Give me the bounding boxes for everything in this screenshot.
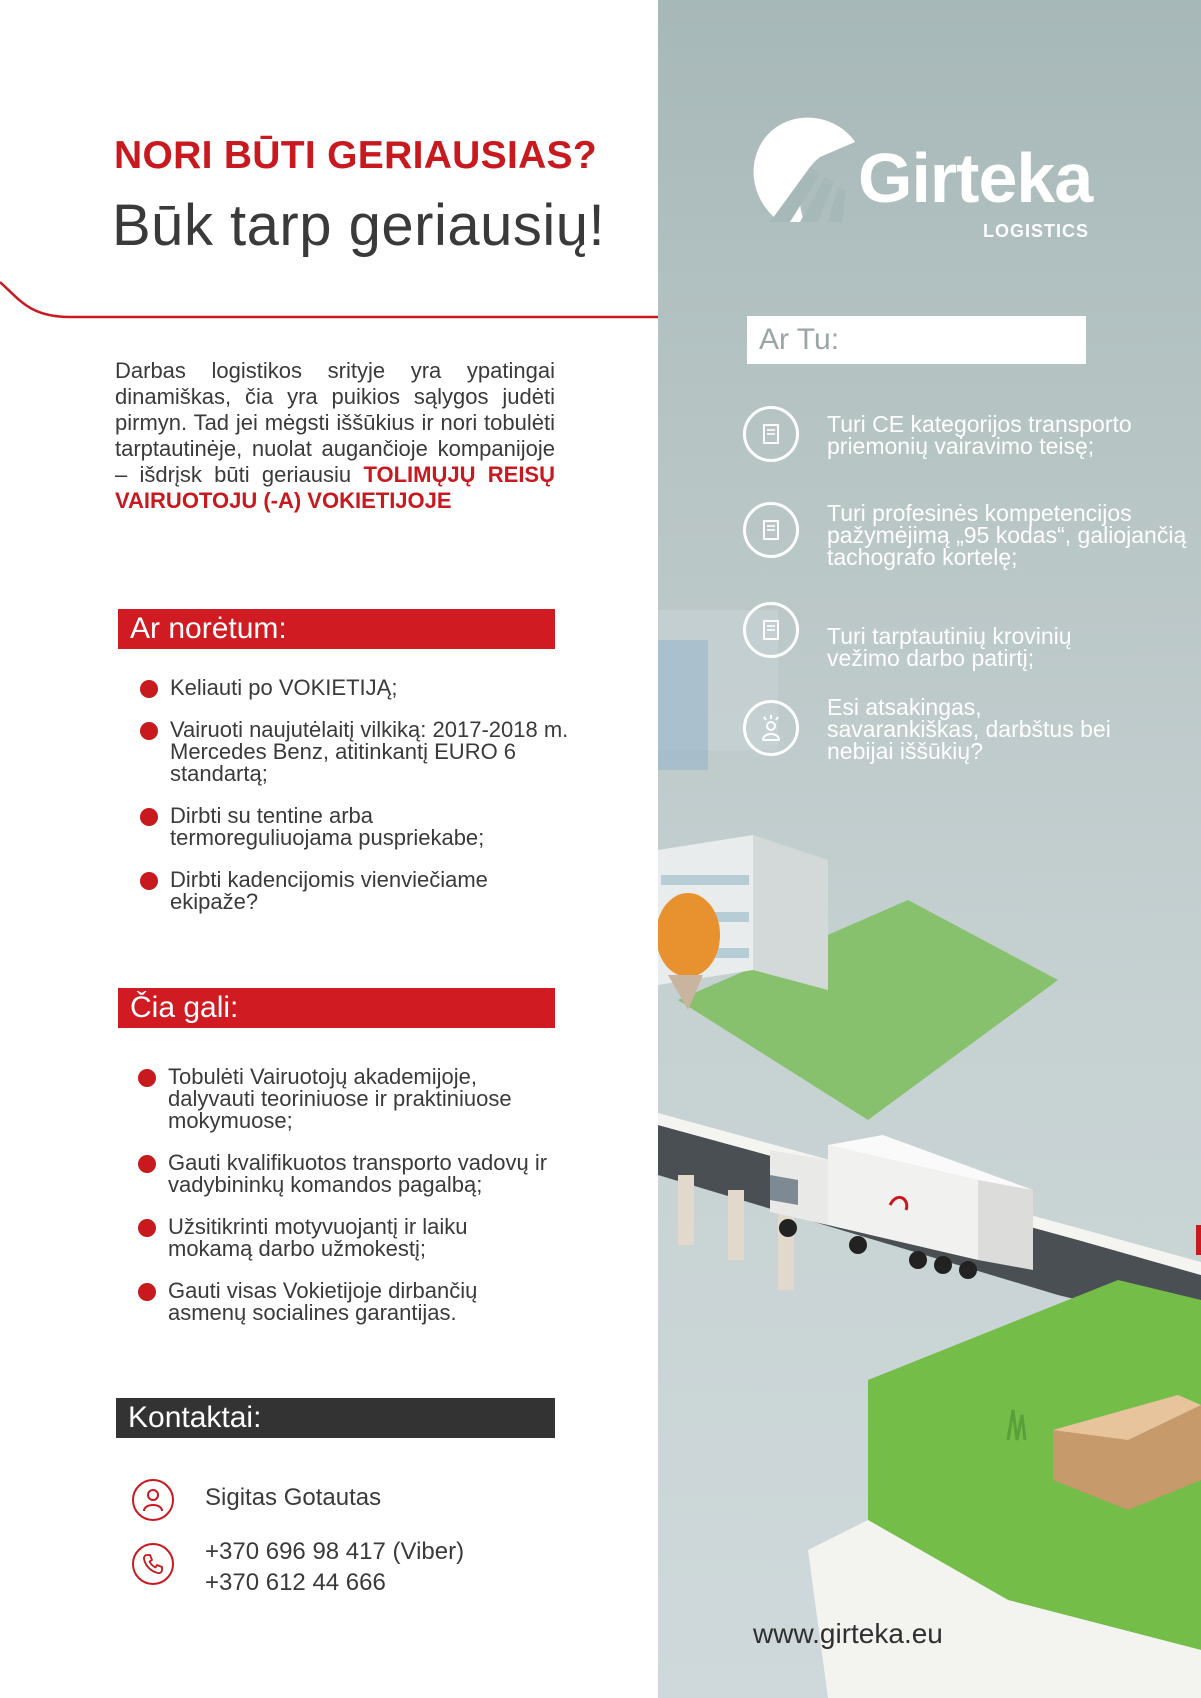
list-item-text: Keliauti po VOKIETIJĄ; [170,675,398,700]
contacts-header: Kontaktai: [116,1398,555,1438]
here-you-can-header: Čia gali: [118,988,555,1028]
bullet-dot [138,1283,156,1301]
brand-sub: LOGISTICS [983,221,1090,241]
list-item [138,1152,558,1196]
phone-icon[interactable] [132,1543,174,1585]
contact-name: Sigitas Gotautas [205,1484,382,1511]
intro-highlight: TOLIMŲJŲ REISŲ VAIRUOTOJU (-A) VOKIETIJOJE [115,462,555,513]
contact-person-row [132,1479,174,1521]
requirement-text: Esi atsakingas, savarankiškas, darbštus bei nebijai iššūkių? [827,694,1111,764]
requirement-text: Turi tarptautinių krovinių vežimo darbo patirtį; [827,623,1072,671]
brand-name: Girteka [858,139,1093,217]
would-you-list [140,677,570,933]
list-item [140,805,550,849]
list-item [140,719,570,785]
list-item-text: Dirbti su tentine arba termoreguliuojama puspriekabe; [170,803,485,850]
bullet-dot [138,1069,156,1087]
intro-text: Darbas logistikos srityje yra ypatingai dinamiškas, čia yra puikios sąlygos judėti pirmyn. Tad jei mėgsti iššūkius ir nori tobulėti tarptautinėje, nuolat augančioje kompanijoje – išdrįsk būti geriausiu [115,358,555,487]
list-item-text: Gauti kvalifikuotos transporto vadovų ir vadybininkų komandos pagalbą; [168,1150,548,1197]
list-item-text: Vairuoti naujutėlaitį vilkiką: 2017-2018 m. Mercedes Benz, atitinkantį EURO 6 standartą; [170,717,569,786]
intro-paragraph [115,358,555,514]
list-item-text: Dirbti kadencijomis vienviečiame ekipaže? [170,867,488,914]
requirement-text: Turi CE kategorijos transporto priemonių vairavimo teisę; [827,411,1132,459]
bullet-dot [140,680,158,698]
list-item [138,1066,538,1132]
would-you-header: Ar norėtum: [118,609,555,649]
contact-phone-1[interactable]: +370 696 98 417 (Viber) [205,1538,465,1565]
illustration-scene [658,0,1201,1698]
contact-phone-2[interactable]: +370 612 44 666 [205,1569,386,1596]
here-you-can-list [138,1066,568,1344]
requirement-text: Turi profesinės kompetencijos pažymėjimą „95 kodas“, galiojančią tachografo kortelę; [827,500,1187,570]
person-icon [132,1479,174,1521]
contact-phone-row [132,1543,174,1585]
idea-person-icon [743,700,799,756]
list-item-text: Užsitikrinti motyvuojantį ir laiku mokamą darbo užmokestį; [168,1214,468,1261]
list-item [138,1280,548,1324]
document-icon [743,502,799,558]
girteka-logo-icon [750,112,870,222]
list-item-text: Tobulėti Vairuotojų akademijoje, dalyvauti teoriniuose ir praktiniuose mokymuose; [168,1064,512,1133]
website-link[interactable]: www.girteka.eu [753,1618,943,1649]
bullet-dot [138,1155,156,1173]
are-you-header: Ar Tu: [747,316,1086,364]
subheadline: Būk tarp geriausių! [112,193,606,258]
headline: NORI BŪTI GERIAUSIAS? [114,134,597,177]
bullet-dot [140,722,158,740]
bullet-dot [140,872,158,890]
list-item [140,677,570,699]
list-item [140,869,570,913]
document-icon [743,602,799,658]
bullet-dot [140,808,158,826]
right-column [658,0,1201,1698]
document-icon [743,406,799,462]
list-item [138,1216,538,1260]
list-item-text: Gauti visas Vokietijoje dirbančių asmenų socialines garantijas. [168,1278,478,1325]
red-swoosh-divider [0,270,660,330]
bullet-dot [138,1219,156,1237]
